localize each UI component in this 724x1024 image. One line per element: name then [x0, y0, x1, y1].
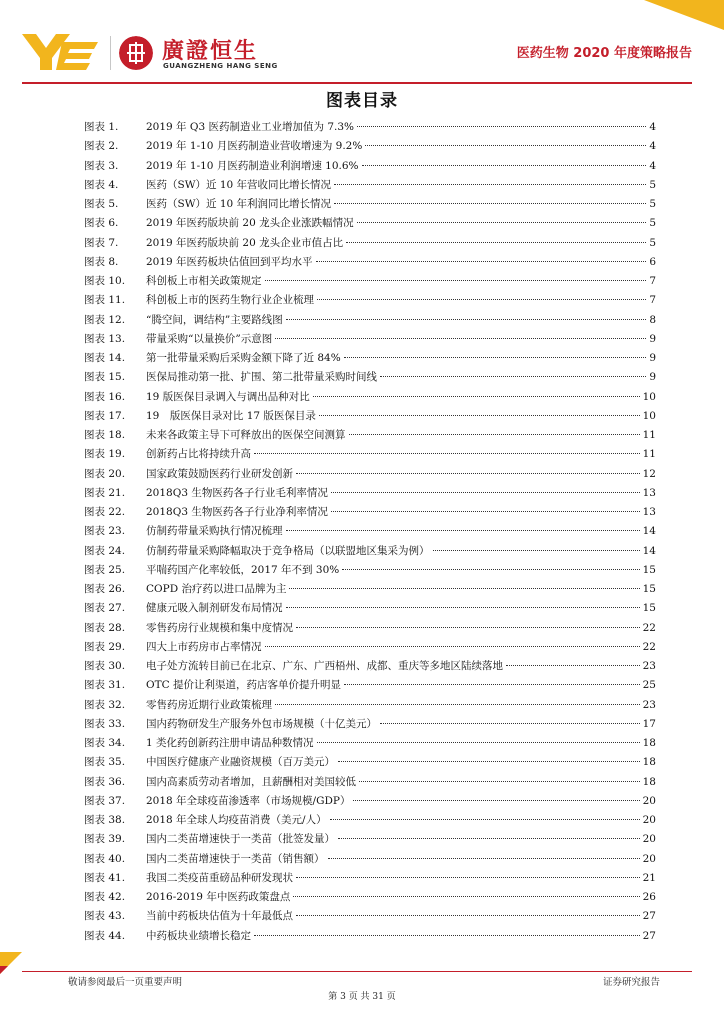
toc-entry-page: 18	[642, 737, 656, 749]
toc-entry-title: 科创板上市相关政策规定	[146, 275, 262, 287]
toc-entry-label: 图表 16.	[84, 390, 126, 403]
toc-entry-page: 17	[642, 717, 656, 730]
toc-entry[interactable]	[84, 716, 656, 735]
toc-entry-page: 11	[642, 429, 656, 441]
toc-entry-leader	[353, 800, 639, 801]
toc-entry[interactable]	[84, 851, 656, 870]
toc-entry-page: 8	[649, 313, 656, 326]
brand-name-english: GUANGZHENG HANG SENG	[163, 62, 278, 70]
toc-entry-title: 1 类化药创新药注册申请品种数情况	[146, 737, 314, 749]
toc-entry-leader	[330, 819, 640, 820]
toc-entry-leader	[275, 338, 646, 339]
toc-entry-leader	[313, 396, 640, 397]
toc-entry-leader	[265, 280, 647, 281]
toc-entry-leader	[334, 203, 646, 204]
toc-entry-label: 图表 11.	[84, 294, 126, 307]
toc-entry-page: 23	[642, 698, 656, 711]
toc-entry-leader	[359, 781, 640, 782]
toc-entry[interactable]	[84, 735, 656, 754]
toc-entry[interactable]	[84, 793, 656, 812]
toc-entry-title: 2018Q3 生物医药各子行业毛利率情况	[146, 486, 328, 499]
toc-entry-leader	[357, 126, 646, 127]
toc-entry-leader	[362, 165, 647, 166]
toc-entry-label: 图表 4.	[84, 178, 119, 191]
toc-entry-page: 22	[642, 621, 656, 634]
toc-entry-label: 图表 28.	[84, 621, 126, 634]
toc-entry-leader	[254, 935, 640, 936]
toc-entry[interactable]	[84, 812, 656, 831]
toc-entry[interactable]	[84, 312, 656, 331]
toc-entry-label: 图表 42.	[84, 891, 126, 903]
toc-entry-page: 21	[642, 871, 656, 884]
page-header	[22, 22, 702, 82]
toc-entry-label: 图表 36.	[84, 775, 126, 788]
toc-entry-page: 27	[642, 929, 656, 942]
toc-entry-label: 图表 21.	[84, 486, 126, 499]
toc-entry-title: 电子处方流转目前已在北京、广东、广西梧州、成都、重庆等多地区陆续落地	[146, 660, 503, 672]
toc-entry-page: 9	[649, 332, 656, 345]
toc-entry-leader	[286, 530, 640, 531]
toc-entry[interactable]	[84, 697, 656, 716]
toc-entry-leader	[319, 415, 640, 416]
toc-entry[interactable]	[84, 119, 656, 138]
toc-entry-leader	[338, 761, 640, 762]
toc-entry-page: 27	[642, 910, 656, 923]
toc-entry[interactable]	[84, 870, 656, 889]
toc-entry-page: 7	[649, 294, 656, 307]
toc-entry-label: 图表 14.	[84, 352, 126, 364]
toc-entry-title: 仿制药带量采购降幅取决于竞争格局（以联盟地区集采为例）	[146, 544, 430, 557]
toc-entry-leader	[328, 858, 640, 859]
toc-entry-page: 15	[642, 583, 656, 595]
toc-entry-page: 10	[642, 409, 656, 422]
toc-entry-title: 当前中药板块估值为十年最低点	[146, 910, 293, 923]
toc-entry-label: 图表 44.	[84, 929, 126, 942]
toc-entry-label: 图表 38.	[84, 814, 126, 826]
toc-entry-page: 12	[642, 467, 656, 480]
toc-entry-label: 图表 34.	[84, 737, 126, 749]
toc-entry[interactable]	[84, 408, 656, 427]
toc-entry[interactable]	[84, 754, 656, 773]
toc-entry-title: 国内药物研发生产服务外包市场规模（十亿美元）	[146, 717, 377, 730]
page-indicator: 第 3 页 共 31 页	[328, 992, 396, 1002]
toc-entry-page: 9	[649, 371, 656, 384]
toc-entry-title: 2018 年全球人均疫苗消费（美元/人）	[146, 814, 327, 826]
toc-entry-leader	[380, 723, 640, 724]
toc-entry-label: 图表 43.	[84, 910, 126, 923]
toc-entry[interactable]	[84, 350, 656, 369]
toc-entry-leader	[316, 261, 647, 262]
toc-entry-label: 图表 39.	[84, 833, 126, 846]
toc-entry[interactable]	[84, 466, 656, 485]
toc-entry-page: 4	[649, 140, 656, 153]
toc-entry-label: 图表 37.	[84, 794, 126, 807]
toc-entry[interactable]	[84, 138, 656, 157]
toc-entry-page: 23	[642, 660, 656, 672]
toc-entry-title: 科创板上市的医药生物行业企业梳理	[146, 294, 314, 307]
toc-entry-title: 我国二类疫苗重磅品种研发现状	[146, 871, 293, 884]
toc-entry-title: 创新药占比将持续升高	[146, 448, 251, 461]
toc-entry-page: 5	[649, 178, 656, 191]
toc-entry[interactable]	[84, 581, 656, 600]
toc-entry-title: 四大上市药房市占率情况	[146, 640, 262, 653]
toc-entry[interactable]	[84, 273, 656, 292]
toc-entry-label: 图表 19.	[84, 448, 126, 461]
toc-entry-page: 10	[642, 390, 656, 403]
toc-entry-page: 4	[649, 159, 656, 172]
toc-entry-leader	[365, 145, 646, 146]
toc-entry[interactable]	[84, 504, 656, 523]
footer-rule	[22, 971, 692, 972]
toc-entry[interactable]	[84, 215, 656, 234]
toc-entry[interactable]	[84, 928, 656, 947]
toc-entry-title: 2019 年 1-10 月医药制造业利润增速 10.6%	[146, 159, 359, 172]
toc-entry-label: 图表 12.	[84, 313, 126, 326]
toc-entry-page: 22	[642, 640, 656, 653]
toc-entry-page: 13	[642, 506, 656, 518]
figure-table-of-contents	[84, 119, 656, 947]
toc-entry-title: 带量采购“以量换价”示意图	[146, 332, 273, 345]
toc-entry-page: 15	[642, 602, 656, 615]
toc-entry-page: 5	[649, 236, 656, 249]
toc-entry-page: 5	[649, 198, 656, 210]
toc-entry-title: 2019 年医药版块前 20 龙头企业市值占比	[146, 236, 344, 249]
footer-doc-type: 证券研究报告	[602, 977, 660, 988]
ye-logo-icon	[22, 34, 98, 70]
toc-entry-leader	[331, 492, 640, 493]
toc-entry-label: 图表 25.	[84, 563, 126, 576]
toc-entry-title: OTC 提价让利渠道，药店客单价提升明显	[146, 679, 341, 692]
toc-entry-label: 图表 40.	[84, 852, 126, 865]
toc-entry-label: 图表 41.	[84, 871, 126, 884]
toc-entry-label: 图表 1.	[84, 121, 119, 133]
toc-entry[interactable]	[84, 562, 656, 581]
toc-entry-leader	[293, 896, 639, 897]
toc-entry[interactable]	[84, 254, 656, 273]
toc-entry-title: 国内二类苗增速快于一类苗（销售额）	[146, 852, 325, 865]
toc-entry-leader	[296, 915, 640, 916]
toc-entry-leader	[286, 607, 640, 608]
toc-entry-leader	[344, 357, 647, 358]
toc-entry-title: 2019 年医药板块估值回到平均水平	[146, 255, 313, 268]
toc-entry-leader	[296, 473, 640, 474]
logo-divider	[110, 36, 111, 70]
toc-entry-label: 图表 24.	[84, 544, 126, 557]
toc-entry-page: 7	[649, 275, 656, 287]
toc-entry-page: 18	[642, 756, 656, 769]
toc-entry-page: 4	[649, 121, 656, 133]
toc-entry-label: 图表 3.	[84, 159, 119, 172]
toc-entry[interactable]	[84, 658, 656, 677]
toc-entry-page: 25	[642, 679, 656, 692]
toc-entry-leader	[317, 299, 646, 300]
toc-entry-page: 20	[642, 814, 656, 826]
toc-entry-leader	[296, 877, 640, 878]
toc-entry-page: 5	[649, 217, 656, 230]
toc-entry-label: 图表 5.	[84, 198, 119, 210]
toc-title: 图表目录	[326, 91, 398, 111]
toc-entry-leader	[380, 376, 646, 377]
toc-entry-label: 图表 22.	[84, 506, 126, 518]
toc-entry-leader	[289, 588, 639, 589]
toc-entry-leader	[317, 742, 640, 743]
toc-entry-page: 14	[642, 544, 656, 557]
brand-name-chinese: 廣證恒生	[162, 39, 259, 64]
toc-entry-page: 14	[642, 525, 656, 538]
toc-entry-title: 第一批带量采购后采购金额下降了近 84%	[146, 352, 341, 364]
toc-entry-leader	[334, 184, 646, 185]
toc-entry-label: 图表 8.	[84, 255, 119, 268]
toc-entry-page: 20	[642, 833, 656, 846]
toc-entry-page: 15	[642, 563, 656, 576]
toc-entry-title: 2018Q3 生物医药各子行业净利率情况	[146, 506, 328, 518]
toc-entry-title: 国内二类苗增速快于一类苗（批签发量）	[146, 833, 335, 846]
toc-entry[interactable]	[84, 331, 656, 350]
toc-entry-label: 图表 33.	[84, 717, 126, 730]
toc-entry-title: 国内高素质劳动者增加，且薪酬相对美国较低	[146, 775, 356, 788]
toc-entry[interactable]	[84, 235, 656, 254]
toc-entry-page: 26	[642, 891, 656, 903]
toc-entry[interactable]	[84, 292, 656, 311]
toc-entry[interactable]	[84, 158, 656, 177]
toc-entry-leader	[344, 684, 640, 685]
toc-entry-page: 9	[649, 352, 656, 364]
toc-entry[interactable]	[84, 774, 656, 793]
toc-entry-label: 图表 10.	[84, 275, 126, 287]
toc-entry[interactable]	[84, 446, 656, 465]
toc-entry-leader	[296, 627, 640, 628]
toc-entry-title: 2019 年 1-10 月医药制造业营收增速为 9.2%	[146, 140, 363, 153]
toc-entry-title: 零售药房近期行业政策梳理	[146, 698, 272, 711]
toc-entry-leader	[349, 434, 640, 435]
toc-entry[interactable]	[84, 523, 656, 542]
toc-entry-leader	[346, 242, 646, 243]
toc-entry[interactable]	[84, 908, 656, 927]
toc-entry-label: 图表 29.	[84, 640, 126, 653]
toc-entry-title: 2019 年医药版块前 20 龙头企业涨跌幅情况	[146, 217, 354, 230]
toc-entry-title: COPD 治疗药以进口品牌为主	[146, 583, 287, 595]
toc-entry-label: 图表 7.	[84, 236, 119, 249]
toc-entry-label: 图表 13.	[84, 332, 126, 345]
footer-disclaimer: 敬请参阅最后一页重要声明	[68, 977, 183, 988]
toc-entry[interactable]	[84, 889, 656, 908]
toc-entry-title: 未来各政策主导下可释放出的医保空间测算	[146, 429, 346, 441]
toc-entry[interactable]	[84, 369, 656, 388]
toc-entry[interactable]	[84, 389, 656, 408]
toc-entry-title: 2018 年全球疫苗渗透率（市场规模/GDP）	[146, 794, 351, 807]
toc-entry-title: 健康元吸入制剂研发布局情况	[146, 602, 283, 615]
toc-entry-title: 2019 年 Q3 医药制造业工业增加值为 7.3%	[146, 121, 355, 133]
toc-entry-leader	[506, 665, 640, 666]
toc-entry[interactable]	[84, 620, 656, 639]
toc-entry-title: 零售药房行业规模和集中度情况	[146, 621, 293, 634]
toc-entry-label: 图表 35.	[84, 756, 126, 769]
toc-entry-title: 国家政策鼓励医药行业研发创新	[146, 467, 293, 480]
toc-entry-page: 20	[642, 794, 656, 807]
toc-entry-page: 20	[642, 852, 656, 865]
toc-entry-leader	[331, 511, 640, 512]
toc-entry-leader	[433, 550, 640, 551]
header-rule	[22, 82, 692, 84]
footer-corner-accent	[0, 966, 8, 974]
toc-entry[interactable]	[84, 485, 656, 504]
toc-entry-label: 图表 17.	[84, 409, 126, 422]
toc-entry-label: 图表 27.	[84, 602, 126, 615]
toc-entry-leader	[342, 569, 639, 570]
toc-entry-label: 图表 31.	[84, 679, 126, 692]
toc-entry-leader	[286, 319, 647, 320]
toc-entry[interactable]	[84, 600, 656, 619]
toc-entry[interactable]	[84, 196, 656, 215]
seal-logo-icon	[119, 36, 153, 70]
toc-entry-title: 医药（SW）近 10 年营收同比增长情况	[146, 178, 332, 191]
toc-entry-title: 中国医疗健康产业融资规模（百万美元）	[146, 756, 335, 769]
toc-entry[interactable]	[84, 427, 656, 446]
toc-entry-label: 图表 6.	[84, 217, 119, 230]
toc-entry-label: 图表 15.	[84, 371, 126, 384]
toc-entry-title: 平喘药国产化率较低，2017 年不到 30%	[146, 563, 340, 576]
toc-entry[interactable]	[84, 677, 656, 696]
toc-entry-label: 图表 26.	[84, 583, 126, 595]
toc-entry-title: 仿制药带量采购执行情况梳理	[146, 525, 283, 538]
toc-entry-label: 图表 30.	[84, 660, 126, 672]
toc-entry-leader	[265, 646, 640, 647]
toc-entry-page: 13	[642, 486, 656, 499]
toc-entry-page: 6	[649, 255, 656, 268]
toc-entry-leader	[254, 453, 640, 454]
toc-entry-leader	[275, 704, 640, 705]
toc-entry-label: 图表 20.	[84, 467, 126, 480]
toc-entry-label: 图表 23.	[84, 525, 126, 538]
toc-entry-leader	[357, 222, 647, 223]
toc-entry[interactable]	[84, 177, 656, 196]
toc-entry-title: 医药（SW）近 10 年利润同比增长情况	[146, 198, 332, 210]
toc-entry-title: “腾空间，调结构”主要路线图	[146, 313, 283, 326]
toc-entry-title: 医保局推动第一批、扩围、第二批带量采购时间线	[146, 371, 377, 384]
toc-entry-title: 19 版医保目录调入与调出品种对比	[146, 390, 310, 403]
toc-entry-title: 2016-2019 年中医药政策盘点	[146, 891, 291, 903]
toc-entry-page: 18	[642, 775, 656, 788]
toc-entry-label: 图表 2.	[84, 140, 119, 153]
toc-entry-label: 图表 18.	[84, 429, 126, 441]
toc-entry[interactable]	[84, 639, 656, 658]
toc-entry-leader	[338, 838, 640, 839]
toc-entry-label: 图表 32.	[84, 698, 126, 711]
toc-entry[interactable]	[84, 831, 656, 850]
toc-entry-page: 11	[642, 448, 656, 461]
toc-entry[interactable]	[84, 543, 656, 562]
toc-entry-title: 19 版医保目录对比 17 版医保目录	[146, 409, 316, 422]
report-title: 医药生物 2020 年度策略报告	[516, 46, 692, 61]
toc-entry-title: 中药板块业绩增长稳定	[146, 929, 251, 942]
